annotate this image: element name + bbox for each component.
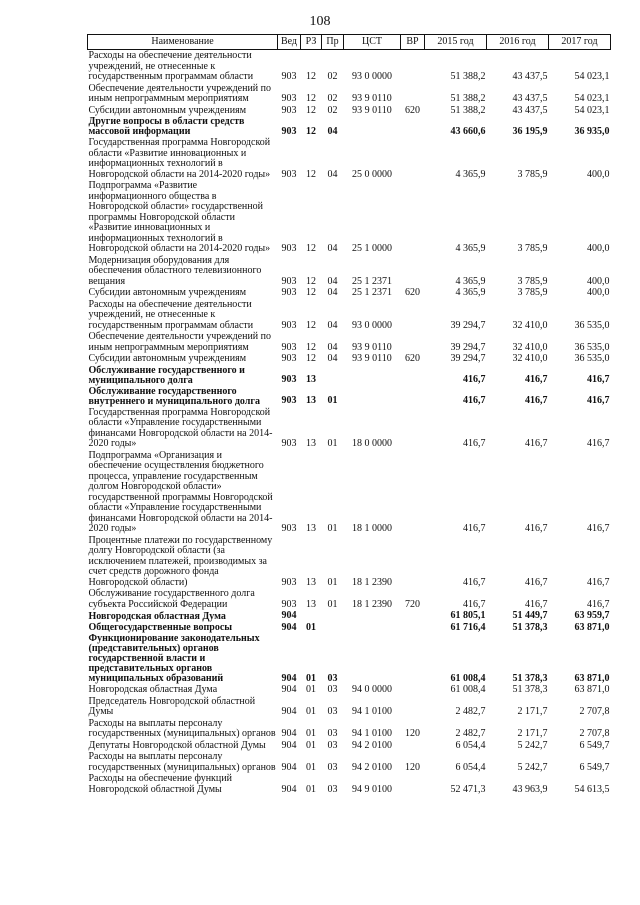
row-2015: 61 716,4 [450,621,486,633]
row-cst: 93 9 0110 [352,93,392,104]
row-ved: 903 [281,598,297,610]
row-2015: 4 365,9 [455,275,486,287]
row-pr: 03 [327,739,338,751]
row-pr [322,622,344,634]
header-name: Наименование [88,35,278,50]
row-rz: 01 [306,783,316,795]
row-vr: 620 [405,353,420,364]
row-cst: 18 1 0000 [352,523,392,534]
row-ved: 904 [281,783,297,795]
row-2016: 51 378,3 [512,672,548,684]
table-row [88,407,611,450]
row-ved: 903 [281,275,297,287]
row-2016: 3 785,9 [517,275,548,287]
row-ved: 903 [281,125,297,137]
row-rz: 01 [306,621,316,633]
row-pr: 03 [327,761,338,773]
header-2015: 2015 год [425,35,487,50]
row-vr [401,365,425,386]
row-2016: 3 785,9 [517,287,548,298]
row-2015: 416,7 [463,598,486,610]
row-pr: 03 [327,783,338,795]
row-name: Подпрограмма «Организация и обеспечение осуществления бюджетного процесса, управление государственным долгом Новгородской области» государственной программы Новгородской области «Управление государственными финансами Новгородской области на 2014-2020 годы» [88,449,273,534]
table-row [88,137,611,180]
row-2016: 32 410,0 [512,341,548,353]
header-pr: Пр [322,35,344,50]
row-rz: 13 [306,523,316,534]
row-vr [401,180,425,255]
row-cst: 93 0 0000 [352,319,392,331]
row-vr: 720 [405,598,420,610]
row-rz: 12 [306,353,316,364]
row-2015: 416,7 [463,523,486,534]
row-2016: 2 171,7 [517,706,548,717]
row-cst: 94 9 0100 [352,783,392,795]
table-row [88,50,611,83]
row-rz: 01 [306,761,316,773]
row-name: Государственная программа Новгородской области «Развитие инновационных и информационных технологий в Новгородской области на 2014-2020 годы» [88,137,271,180]
row-cst [344,633,401,684]
row-2017: 6 549,7 [579,739,610,751]
row-rz: 12 [306,319,316,331]
row-ved: 904 [281,621,297,633]
row-ved: 903 [281,395,297,406]
row-cst [344,365,401,386]
row-vr: 120 [405,728,420,739]
row-vr: 620 [405,104,420,116]
row-ved: 903 [281,71,297,82]
row-cst: 94 0 0000 [352,684,392,695]
header-2017: 2017 год [549,35,611,50]
row-rz: 12 [306,243,316,254]
table-row [88,773,611,795]
row-rz: 01 [306,728,316,739]
table-row [88,610,611,622]
row-pr: 02 [327,93,338,104]
table-row [88,331,611,353]
row-2017: 400,0 [587,287,610,298]
row-pr: 03 [327,706,338,717]
row-ved: 904 [281,684,297,695]
row-2016: 416,7 [525,576,548,588]
row-2015: 4 365,9 [455,287,486,298]
page-number: 108 [309,14,331,29]
row-2016: 416,7 [525,395,548,406]
row-vr [401,50,425,83]
row-cst: 94 1 0100 [352,728,392,739]
row-pr: 04 [327,319,338,331]
table-row [88,180,611,255]
row-name: Общегосударственные вопросы [88,622,233,633]
row-2015: 51 388,2 [450,104,486,116]
row-ved: 903 [281,341,297,353]
row-name: Новгородская областная Дума [88,610,226,622]
row-2017: 6 549,7 [579,761,610,773]
row-rz: 01 [306,684,316,695]
row-name: Обслуживание государственного долга субъекта Российской Федерации [88,588,255,610]
row-name: Обеспечение деятельности учреждений по иным непрограммным мероприятиям [88,82,272,104]
row-2015: 416,7 [463,374,486,385]
row-cst: 93 9 0110 [352,104,392,116]
row-ved: 904 [281,672,297,684]
row-name: Новгородская областная Дума [88,684,218,695]
row-2015: 2 482,7 [455,728,486,739]
row-2015: 6 054,4 [455,761,486,773]
table-row [88,83,611,105]
table-row [88,365,611,386]
row-2017: 54 023,1 [574,93,610,104]
row-2015: 51 388,2 [450,71,486,82]
row-pr: 04 [327,275,338,287]
row-2017: 400,0 [587,275,610,287]
row-2016: 3 785,9 [517,243,548,254]
row-pr: 04 [327,353,338,364]
row-2016: 51 378,3 [512,684,548,695]
row-vr [401,299,425,332]
row-2016: 43 437,5 [512,104,548,116]
row-vr [401,535,425,589]
row-name: Расходы на обеспечение функций Новгородской областной Думы [88,773,232,795]
row-2017: 416,7 [587,374,610,385]
table-row [88,622,611,634]
table-row [88,255,611,288]
header-rz: РЗ [301,35,322,50]
row-cst [344,622,401,634]
row-name: Расходы на выплаты персоналу государственных (муниципальных) органов [88,751,276,773]
row-ved: 903 [281,287,297,298]
row-cst: 18 1 2390 [352,598,392,610]
row-rz: 01 [306,739,316,751]
row-name: Функционирование законодательных (представительных) органов государственной власти и представительных органов муниципальных образований [88,633,260,684]
row-name: Модернизация оборудования для обеспечения областного телевизионного вещания [88,254,262,287]
row-cst: 93 9 0110 [352,353,392,364]
row-2017: 2 707,8 [579,728,610,739]
row-ved: 903 [281,374,297,385]
row-vr [401,633,425,684]
table-row [88,535,611,589]
row-2017: 54 613,5 [574,783,610,795]
row-vr [401,83,425,105]
row-rz: 12 [306,168,316,180]
table-body [88,50,611,796]
row-cst: 25 1 0000 [352,243,392,254]
row-pr: 03 [327,684,338,695]
row-cst: 18 1 2390 [352,576,392,588]
row-2015: 61 008,4 [450,672,486,684]
row-name: Обслуживание государственного и муниципального долга [88,364,245,386]
row-pr: 01 [327,598,338,610]
row-ved: 903 [281,576,297,588]
table-row [88,116,611,137]
header-vr: ВР [401,35,425,50]
row-ved: 903 [281,168,297,180]
row-vr [401,450,425,535]
row-rz: 12 [306,287,316,298]
row-vr [401,386,425,407]
table-row [88,299,611,332]
row-pr: 04 [327,168,338,180]
row-cst: 94 2 0100 [352,761,392,773]
header-cst: ЦСТ [344,35,401,50]
row-2017: 400,0 [587,168,610,180]
row-name: Расходы на выплаты персоналу государственных (муниципальных) органов [88,717,276,739]
row-2015: 61 008,4 [450,684,486,695]
row-rz: 01 [306,706,316,717]
table-row [88,740,611,752]
row-vr: 620 [405,287,420,298]
header-ved: Вед [278,35,301,50]
row-2015: 39 294,7 [450,319,486,331]
row-pr: 04 [327,287,338,298]
row-2016: 416,7 [525,374,548,385]
row-2017: 36 935,0 [574,125,610,137]
row-pr: 02 [327,71,338,82]
row-rz: 12 [306,125,316,137]
row-2016: 416,7 [525,438,548,449]
row-name: Расходы на обеспечение деятельности учреждений, не отнесенные к государственным программам области [88,50,254,82]
row-rz: 13 [306,395,316,406]
row-name: Расходы на обеспечение деятельности учреждений, не отнесенные к государственным программам области [88,298,254,331]
row-name: Обслуживание государственного внутреннего и муниципального долга [88,385,260,407]
row-2015: 4 365,9 [455,243,486,254]
row-name: Субсидии автономным учреждениям [88,104,247,116]
row-ved: 903 [281,319,297,331]
row-2015: 39 294,7 [450,353,486,364]
row-2017: 2 707,8 [579,706,610,717]
row-2017: 36 535,0 [574,353,610,364]
row-2017: 400,0 [587,243,610,254]
table-row [88,718,611,740]
row-2017: 63 871,0 [574,672,610,684]
row-vr [401,407,425,450]
row-vr [401,622,425,634]
row-name: Другие вопросы в области средств массовой информации [88,116,245,137]
row-name: Обеспечение деятельности учреждений по иным непрограммным мероприятиям [88,331,272,353]
row-pr: 01 [327,438,338,449]
row-2017: 54 023,1 [574,104,610,116]
row-vr [401,331,425,353]
table-row [88,386,611,407]
row-name: Председатель Новгородской областной Думы [88,695,256,717]
row-2017: 416,7 [587,576,610,588]
row-2016: 51 378,3 [512,621,548,633]
table-row [88,353,611,365]
row-rz [301,610,322,622]
row-2015: 61 805,1 [450,610,486,621]
row-ved: 904 [281,739,297,751]
row-2016: 43 437,5 [512,71,548,82]
row-vr [401,684,425,696]
row-rz: 12 [306,93,316,104]
table-row [88,696,611,718]
row-2016: 43 437,5 [512,93,548,104]
row-cst: 25 1 2371 [352,287,392,298]
row-2015: 43 660,6 [450,125,486,137]
table-row [88,684,611,696]
row-2016: 32 410,0 [512,353,548,364]
row-2017: 416,7 [587,598,610,610]
table-row [88,287,611,299]
row-vr [401,740,425,752]
row-pr: 03 [327,728,338,739]
row-rz: 12 [306,341,316,353]
row-vr [401,773,425,795]
row-ved: 904 [281,761,297,773]
row-2015: 51 388,2 [450,93,486,104]
row-name: Субсидии автономным учреждениям [88,353,247,364]
row-2017: 36 535,0 [574,319,610,331]
row-rz: 12 [306,275,316,287]
row-2015: 416,7 [463,576,486,588]
row-pr: 01 [327,395,338,406]
row-2017: 36 535,0 [574,341,610,353]
row-ved: 903 [281,438,297,449]
row-2016: 51 449,7 [512,610,548,621]
row-pr: 04 [327,341,338,353]
budget-table [87,34,611,795]
row-rz: 13 [306,576,316,588]
row-vr: 120 [405,761,420,773]
row-vr [401,137,425,180]
row-2017: 63 871,0 [574,621,610,633]
row-pr: 03 [327,672,338,684]
row-cst: 94 2 0100 [352,739,392,751]
row-2016: 3 785,9 [517,168,548,180]
row-name: Подпрограмма «Развитие информационного общества в Новгородской области» государственной программы Новгородской области «Развитие инновационных и информационных технологий в Новгородской области на 2014-2020 годы» [88,180,271,254]
row-2016: 43 963,9 [512,783,548,795]
row-2016: 2 171,7 [517,728,548,739]
row-cst [344,386,401,407]
row-2017: 54 023,1 [574,71,610,82]
row-2017: 63 871,0 [574,684,610,695]
row-rz: 13 [306,438,316,449]
table-row [88,588,611,610]
row-name: Субсидии автономным учреждениям [88,287,247,298]
row-cst: 25 0 0000 [352,168,392,180]
row-name: Государственная программа Новгородской области «Управление государственными финансами Новгородской области на 2014-2020 годы» [88,406,273,449]
row-vr [401,696,425,718]
row-ved: 903 [281,243,297,254]
row-name: Процентные платежи по государственному долгу Новгородской области (за исключением платежей, производимых за счет средств дорожного фонда Новгородской области) [88,534,273,588]
table-row [88,633,611,684]
row-cst [344,610,401,622]
row-2016: 416,7 [525,523,548,534]
row-2016: 5 242,7 [517,761,548,773]
row-pr: 01 [327,576,338,588]
table-row [88,450,611,535]
row-2017: 63 959,7 [574,610,610,621]
table-header-row [88,35,611,50]
row-2016: 32 410,0 [512,319,548,331]
table-row [88,751,611,773]
row-2017: 416,7 [587,523,610,534]
row-vr [401,116,425,137]
row-cst: 94 1 0100 [352,706,392,717]
row-name: Депутаты Новгородской областной Думы [88,739,266,751]
row-cst: 25 1 2371 [352,275,392,287]
row-ved: 903 [281,93,297,104]
row-rz: 12 [306,71,316,82]
row-rz: 13 [306,374,316,385]
table-row [88,105,611,117]
row-ved: 904 [281,706,297,717]
row-cst: 18 0 0000 [352,438,392,449]
row-2015: 52 471,3 [450,783,486,795]
row-2016: 5 242,7 [517,739,548,751]
row-cst: 93 0 0000 [352,71,392,82]
row-2015: 416,7 [463,395,486,406]
row-pr [322,365,344,386]
row-rz: 01 [306,672,316,684]
row-rz: 13 [306,598,316,610]
row-ved: 903 [281,353,297,364]
row-vr [401,255,425,288]
row-2017: 416,7 [587,395,610,406]
row-2017: 416,7 [587,438,610,449]
row-ved: 904 [281,610,297,621]
row-2015: 416,7 [463,438,486,449]
row-cst [344,116,401,137]
row-ved: 903 [281,104,297,116]
row-2015: 39 294,7 [450,341,486,353]
row-pr: 02 [327,104,338,116]
row-ved: 903 [281,523,297,534]
row-2015: 4 365,9 [455,168,486,180]
row-2016: 416,7 [525,598,548,610]
row-2015: 6 054,4 [455,739,486,751]
row-2015: 2 482,7 [455,706,486,717]
row-pr [322,610,344,622]
row-cst: 93 9 0110 [352,341,392,353]
row-ved: 904 [281,728,297,739]
row-pr: 04 [327,243,338,254]
row-pr: 01 [327,523,338,534]
row-rz: 12 [306,104,316,116]
row-vr [401,610,425,622]
row-2016: 36 195,9 [512,125,548,137]
header-2016: 2016 год [487,35,549,50]
row-pr: 04 [327,125,338,137]
